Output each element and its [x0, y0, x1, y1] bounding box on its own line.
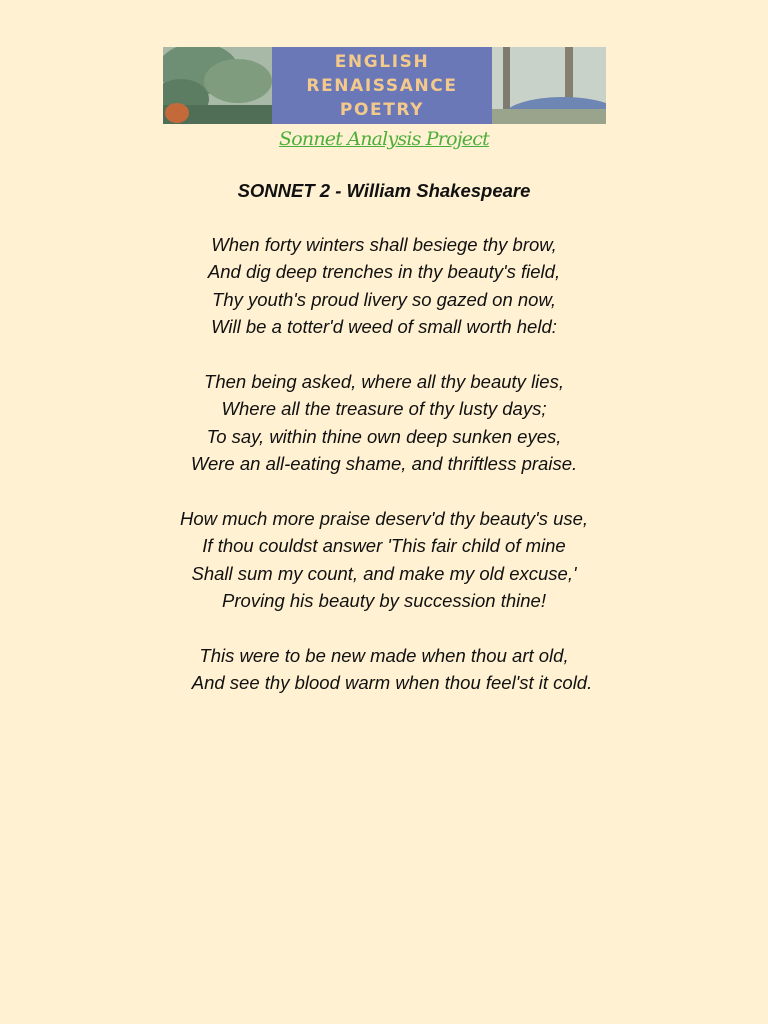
banner-title-panel — [272, 47, 492, 124]
poem-line: Will be a totter'd weed of small worth held: — [211, 315, 557, 337]
poem-line: If thou couldst answer 'This fair child of mine — [202, 535, 566, 557]
poem-line: Were an all-eating shame, and thriftless praise. — [190, 452, 578, 474]
stanza-couplet — [0, 642, 768, 697]
banner-line-renaissance: RENAISSANCE — [306, 75, 458, 96]
poem-line: To say, within thine own deep sunken eyes, — [206, 425, 562, 447]
poem-line: And dig deep trenches in thy beauty's field, — [207, 261, 561, 283]
stanza-2 — [0, 368, 768, 477]
sonnet-analysis-project-link[interactable]: Sonnet Analysis Project — [279, 128, 489, 150]
poem-line: Thy youth's proud livery so gazed on now, — [212, 288, 556, 310]
sonnet-title: SONNET 2 - William Shakespeare — [237, 180, 531, 201]
poem-line: And see thy blood warm when thou feel'st it cold. — [191, 672, 593, 694]
stanza-3 — [0, 505, 768, 614]
poem-line: Where all the treasure of thy lusty days; — [221, 398, 547, 420]
poem-line: How much more praise deserv'd thy beauty's use, — [179, 508, 589, 529]
header-banner — [163, 47, 606, 124]
banner-line-english: ENGLISH — [334, 51, 430, 72]
poem-line: When forty winters shall besiege thy brow, — [211, 234, 557, 255]
poem-line: Proving his beauty by succession thine! — [222, 589, 546, 611]
poem-line: This were to be new made when thou art old, — [199, 645, 569, 666]
poem-line: Then being asked, where all thy beauty lies, — [204, 371, 564, 392]
poem-line: Shall sum my count, and make my old excuse,' — [191, 562, 577, 584]
banner-line-poetry: POETRY — [339, 99, 425, 120]
stanza-1 — [0, 231, 768, 340]
